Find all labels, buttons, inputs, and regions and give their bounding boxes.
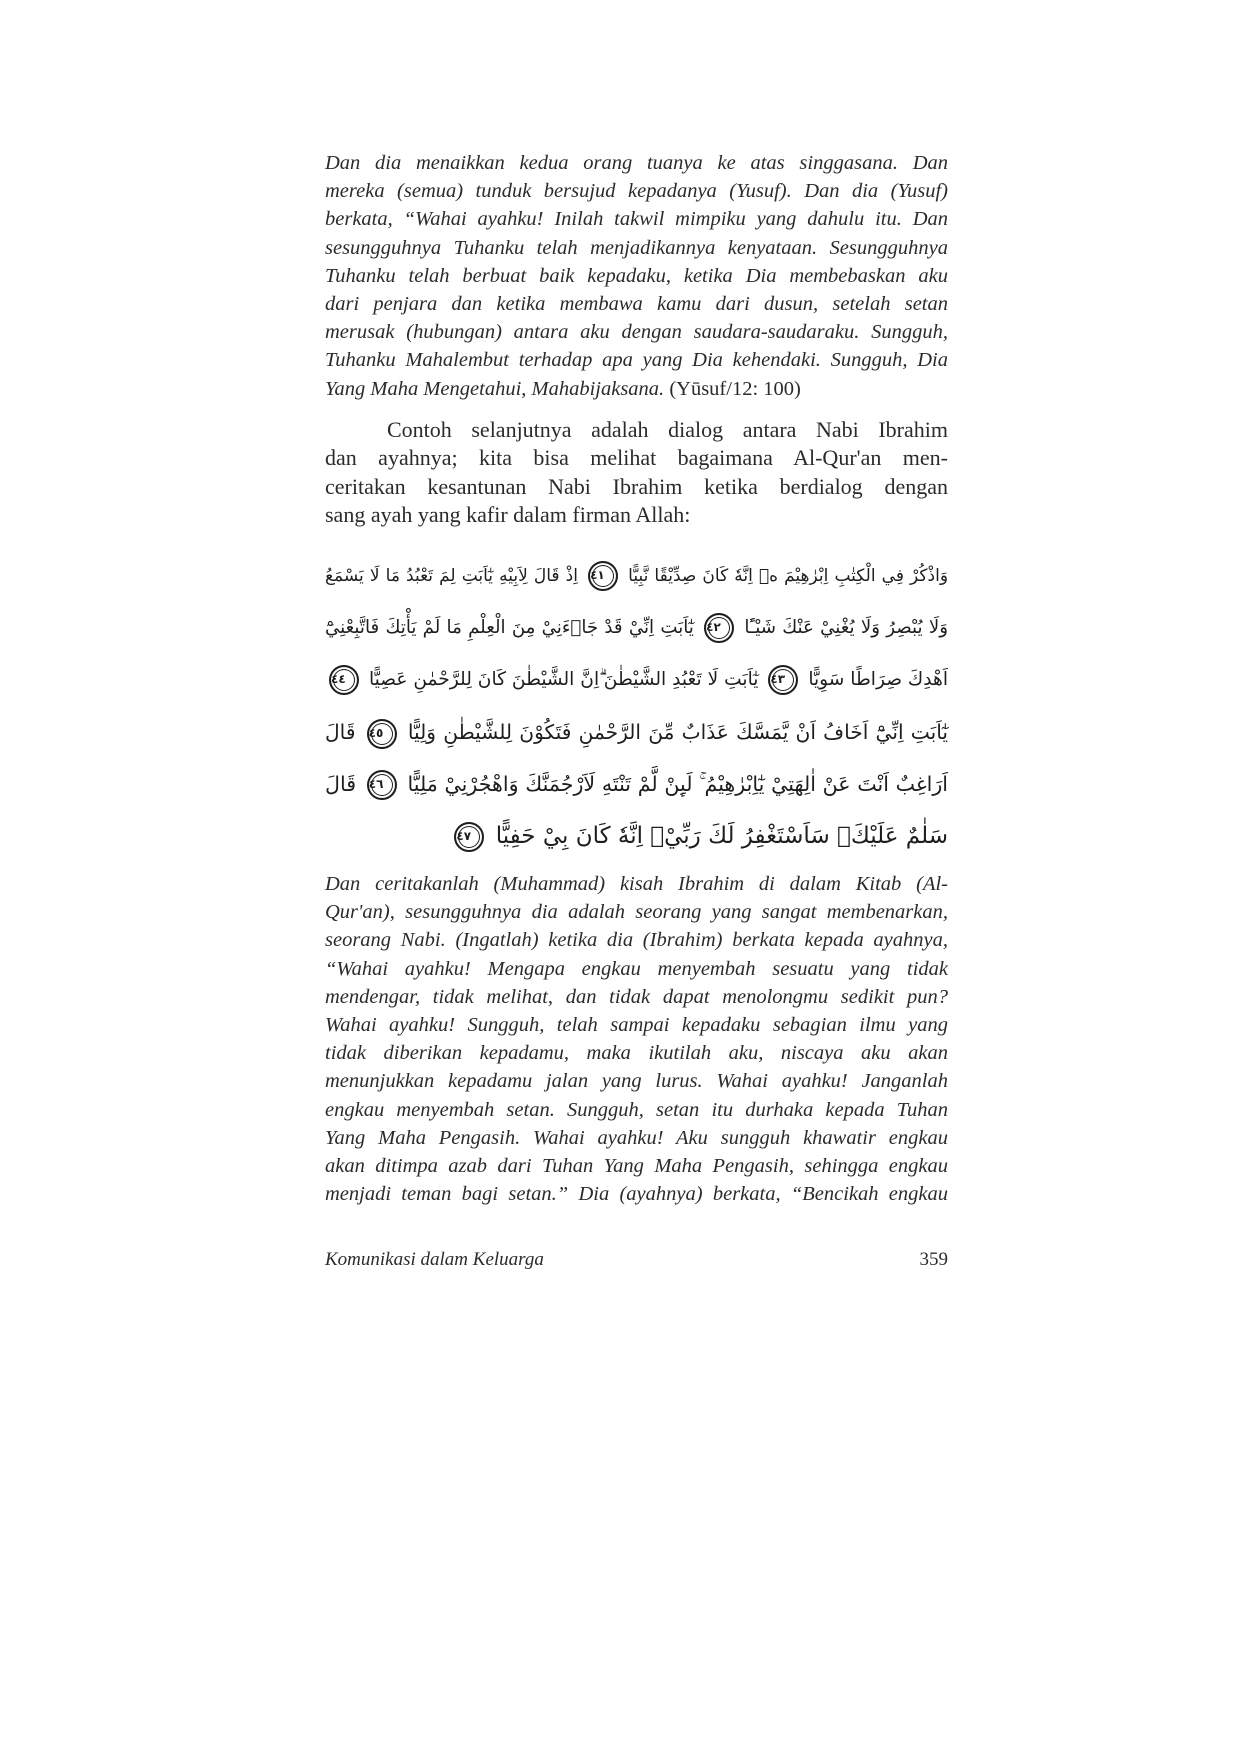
translation-line: menunjukkan kepadamu jalan yang lurus. Wahai ayahku! Janganlah — [325, 1070, 948, 1093]
quote-line: Tuhanku Mahalembut terhadap apa yang Dia kehendaki. Sungguh, Dia — [325, 349, 948, 372]
arabic-text: يٰٓاَبَتِ لَا تَعْبُدِ الشَّيْطٰنَ ۗاِنَّ الشَّيْطٰنَ كَانَ لِلرَّحْمٰنِ عَصِيًّا — [368, 669, 759, 690]
arabic-text: اِذْ قَالَ لِاَبِيْهِ يٰٓاَبَتِ لِمَ تَعْبُدُ مَا لَا يَسْمَعُ — [325, 566, 578, 586]
quote-line: dari penjara dan ketika membawa kamu dari dusun, setelah setan — [325, 293, 948, 316]
arabic-line — [325, 758, 948, 810]
translation-line: mendengar, tidak melihat, dan tidak dapat menolongmu sedikit pun? — [325, 985, 948, 1008]
arabic-verses — [325, 550, 948, 862]
translation-line: Wahai ayahku! Sungguh, telah sampai kepadaku sebagian ilmu yang — [325, 1014, 948, 1037]
quote-line: merusak (hubungan) antara aku dengan saudara-saudaraku. Sungguh, — [325, 321, 948, 344]
page-number: 359 — [919, 1249, 948, 1270]
arabic-text: يٰٓاَبَتِ اِنِّيْٓ اَخَافُ اَنْ يَّمَسَّكَ عَذَابٌ مِّنَ الرَّحْمٰنِ فَتَكُوْنَ لِلشَّيْطٰنِ وَلِيًّا — [407, 720, 948, 744]
translation-line: seorang Nabi. (Ingatlah) ketika dia (Ibrahim) berkata kepada ayahnya, — [325, 929, 948, 952]
arabic-text: اَرَاغِبٌ اَنْتَ عَنْ اٰلِهَتِيْ يٰٓاِبْرٰهِيْمُ ۚ لَىِٕنْ لَّمْ تَنْتَهِ لَاَرْجُمَنَّكَ وَاهْجُرْنِيْ مَلِيًّا — [407, 772, 948, 796]
arabic-text: وَلَا يُبْصِرُ وَلَا يُغْنِيْ عَنْكَ شَيْـًٔا — [744, 617, 948, 638]
translation-line: Yang Maha Pengasih. Wahai ayahku! Aku sungguh khawatir engkau — [325, 1126, 948, 1149]
arabic-text: اَهْدِكَ صِرَاطًا سَوِيًّا — [808, 669, 948, 690]
arabic-line — [325, 706, 948, 758]
translation-line: engkau menyembah setan. Sungguh, setan itu durhaka kepada Tuhan — [325, 1098, 948, 1121]
arabic-text: سَلٰمٌ عَلَيْكَۚ سَاَسْتَغْفِرُ لَكَ رَبِّيْۗ اِنَّهٗ كَانَ بِيْ حَفِيًّا — [495, 823, 948, 849]
body-paragraph — [325, 416, 948, 530]
arabic-text: قَالَ — [325, 772, 357, 796]
arabic-line — [325, 654, 948, 706]
verse-citation: (Yūsuf/12: 100) — [669, 377, 801, 400]
quote-line: sesungguhnya Tuhanku telah menjadikannya kenyataan. Sesungguhnya — [325, 236, 948, 259]
arabic-line — [325, 550, 948, 602]
quote-last-text: Yang Maha Mengetahui, Mahabijaksana. — [325, 377, 665, 400]
translation-line: Qur'an), sesungguhnya dia adalah seorang yang sangat membenarkan, — [325, 901, 948, 924]
translation-line: Dan ceritakanlah (Muhammad) kisah Ibrahim di dalam Kitab (Al- — [325, 873, 948, 895]
body-line: ceritakan kesantunan Nabi Ibrahim ketika berdialog dengan — [325, 473, 948, 499]
arabic-text: قَالَ — [325, 720, 356, 744]
ayah-marker: ٤٦ — [367, 770, 397, 800]
arabic-text: يٰٓاَبَتِ اِنِّيْ قَدْ جَاۤءَنِيْ مِنَ الْعِلْمِ مَا لَمْ يَأْتِكَ فَاتَّبِعْنِيْٓ — [325, 617, 694, 638]
quote-line: berkata, “Wahai ayahku! Inilah takwil mimpiku yang dahulu itu. Dan — [325, 208, 948, 231]
ayah-marker: ٤١ — [588, 561, 618, 591]
body-line: Contoh selanjutnya adalah dialog antara Nabi Ibrahim — [387, 417, 948, 442]
body-line: sang ayah yang kafir dalam firman Allah: — [325, 502, 691, 528]
ayah-marker: ٤٥ — [367, 719, 397, 749]
quote-line: mereka (semua) tunduk bersujud kepadanya (Yusuf). Dan dia (Yusuf) — [325, 180, 948, 203]
running-title: Komunikasi dalam Keluarga — [325, 1249, 544, 1270]
ayah-marker: ٤٧ — [454, 822, 484, 852]
ayah-marker: ٤٣ — [768, 665, 798, 695]
arabic-line — [325, 602, 948, 654]
quote-line: Tuhanku telah berbuat baik kepadaku, ketika Dia membebaskan aku — [325, 264, 948, 287]
translation-line: akan ditimpa azab dari Tuhan Yang Maha Pengasih, sehingga engkau — [325, 1155, 948, 1178]
body-line: dan ayahnya; kita bisa melihat bagaimana Al-Qur'an men- — [325, 445, 948, 471]
arabic-text: وَاذْكُرْ فِي الْكِتٰبِ اِبْرٰهِيْمَ ەۗ اِنَّهٗ كَانَ صِدِّيْقًا نَّبِيًّا — [628, 566, 949, 586]
quote-line-last — [325, 375, 948, 403]
ayah-marker: ٤٤ — [329, 665, 359, 695]
quote-line: Dan dia menaikkan kedua orang tuanya ke atas singgasana. Dan — [325, 152, 948, 174]
page-footer — [325, 1249, 948, 1271]
translation-paragraph — [325, 870, 948, 1208]
translation-line: menjadi teman bagi setan.” Dia (ayahnya) berkata, “Bencikah engkau — [325, 1183, 948, 1206]
ayah-marker: ٤٢ — [704, 613, 734, 643]
arabic-line — [325, 810, 948, 862]
translation-line: tidak diberikan kepadamu, maka ikutilah aku, niscaya aku akan — [325, 1042, 948, 1065]
quote-paragraph — [325, 149, 948, 403]
translation-line: “Wahai ayahku! Mengapa engkau menyembah sesuatu yang tidak — [325, 957, 948, 980]
